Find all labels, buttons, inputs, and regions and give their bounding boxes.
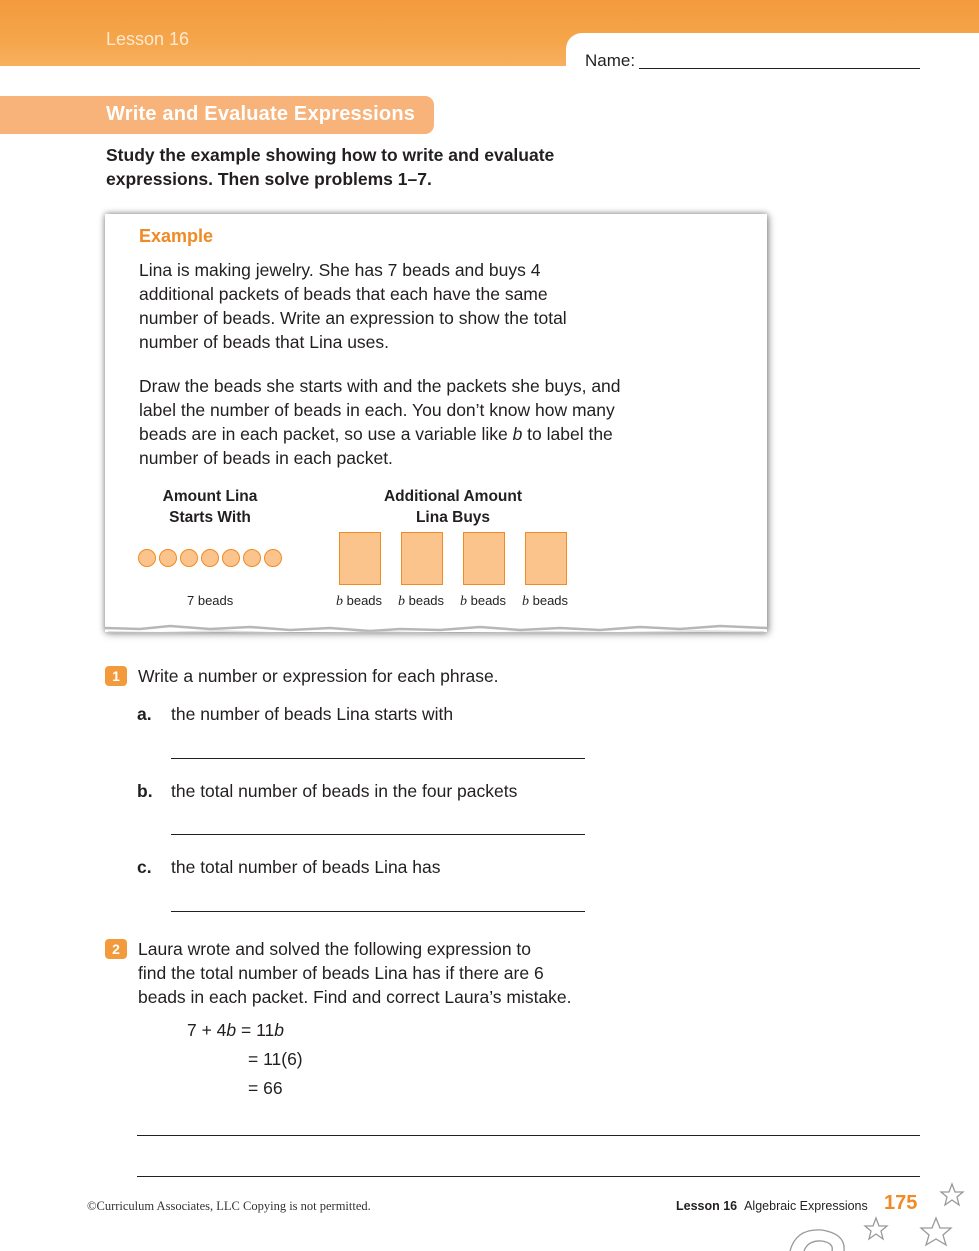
answer-line-a[interactable]	[171, 758, 585, 759]
bead	[243, 549, 261, 567]
problem-number-badge: 1	[105, 666, 127, 686]
bead	[180, 549, 198, 567]
packet-label: b beads	[336, 593, 383, 609]
math-line-2: = 11(6)	[248, 1049, 303, 1069]
bead	[138, 549, 156, 567]
variable-b: b	[512, 424, 523, 444]
copyright: ©Curriculum Associates, LLC Copying is not permitted.	[87, 1199, 371, 1213]
name-field[interactable]	[639, 68, 920, 69]
bead	[264, 549, 282, 567]
math-line-3: = 66	[248, 1078, 283, 1098]
answer-line-2b[interactable]	[137, 1176, 920, 1177]
lesson-tag: Lesson 16	[106, 29, 190, 49]
problem-1-prompt: Write a number or expression for each phrase.	[138, 666, 499, 686]
page-title: Write and Evaluate Expressions	[106, 103, 416, 125]
problem-number-badge: 2	[105, 939, 127, 959]
part-letter: c.	[137, 857, 152, 877]
footer-lesson: Lesson 16 Algebraic Expressions	[676, 1199, 868, 1213]
part-text: the total number of beads Lina has	[171, 857, 441, 877]
instructions: Study the example showing how to write and evaluate expressions. Then solve problems 1–7.	[106, 145, 555, 189]
packet-box	[401, 532, 443, 585]
bead	[201, 549, 219, 567]
packet-label: b beads	[522, 593, 569, 609]
name-label: Name:	[585, 51, 636, 70]
bead	[159, 549, 177, 567]
example-paragraph-1: Lina is making jewelry. She has 7 beads and buys 4 additional packets of beads that each have the same number of beads. Write an expression to show the total number of beads that Lina uses.	[139, 260, 567, 352]
stars-decoration-icon	[786, 1178, 979, 1251]
packet-box	[339, 532, 381, 585]
column-heading-additional: Additional Amount Lina Buys	[383, 488, 523, 526]
packet-label: b beads	[398, 593, 445, 609]
answer-line-2a[interactable]	[137, 1135, 920, 1136]
packet-box	[463, 532, 505, 585]
part-letter: a.	[137, 704, 152, 724]
example-heading: Example	[139, 226, 214, 246]
bead	[222, 549, 240, 567]
math-line-1: 7 + 4b = 11b	[187, 1020, 285, 1040]
problem-2-prompt: Laura wrote and solved the following expression to find the total number of beads Lina has if there are 6 beads in each packet. Find and correct Laura’s mistake.	[138, 939, 572, 1007]
example-paragraph-2: Draw the beads she starts with and the packets she buys, and label the number of beads in each. You don’t know how many beads are in each packet, so use a variable like b to label the number of beads in each packet.	[139, 376, 621, 468]
page-number: 175	[884, 1192, 918, 1214]
answer-line-b[interactable]	[171, 834, 585, 835]
answer-line-c[interactable]	[171, 911, 585, 912]
part-text: the total number of beads in the four packets	[171, 781, 518, 801]
beads-row	[138, 549, 282, 567]
torn-edge-icon	[100, 620, 772, 642]
part-text: the number of beads Lina starts with	[171, 704, 454, 724]
beads-label: 7 beads	[187, 593, 234, 608]
packet-label: b beads	[460, 593, 507, 609]
part-letter: b.	[137, 781, 153, 801]
column-heading-start: Amount Lina Starts With	[162, 488, 258, 526]
packet-box	[525, 532, 567, 585]
